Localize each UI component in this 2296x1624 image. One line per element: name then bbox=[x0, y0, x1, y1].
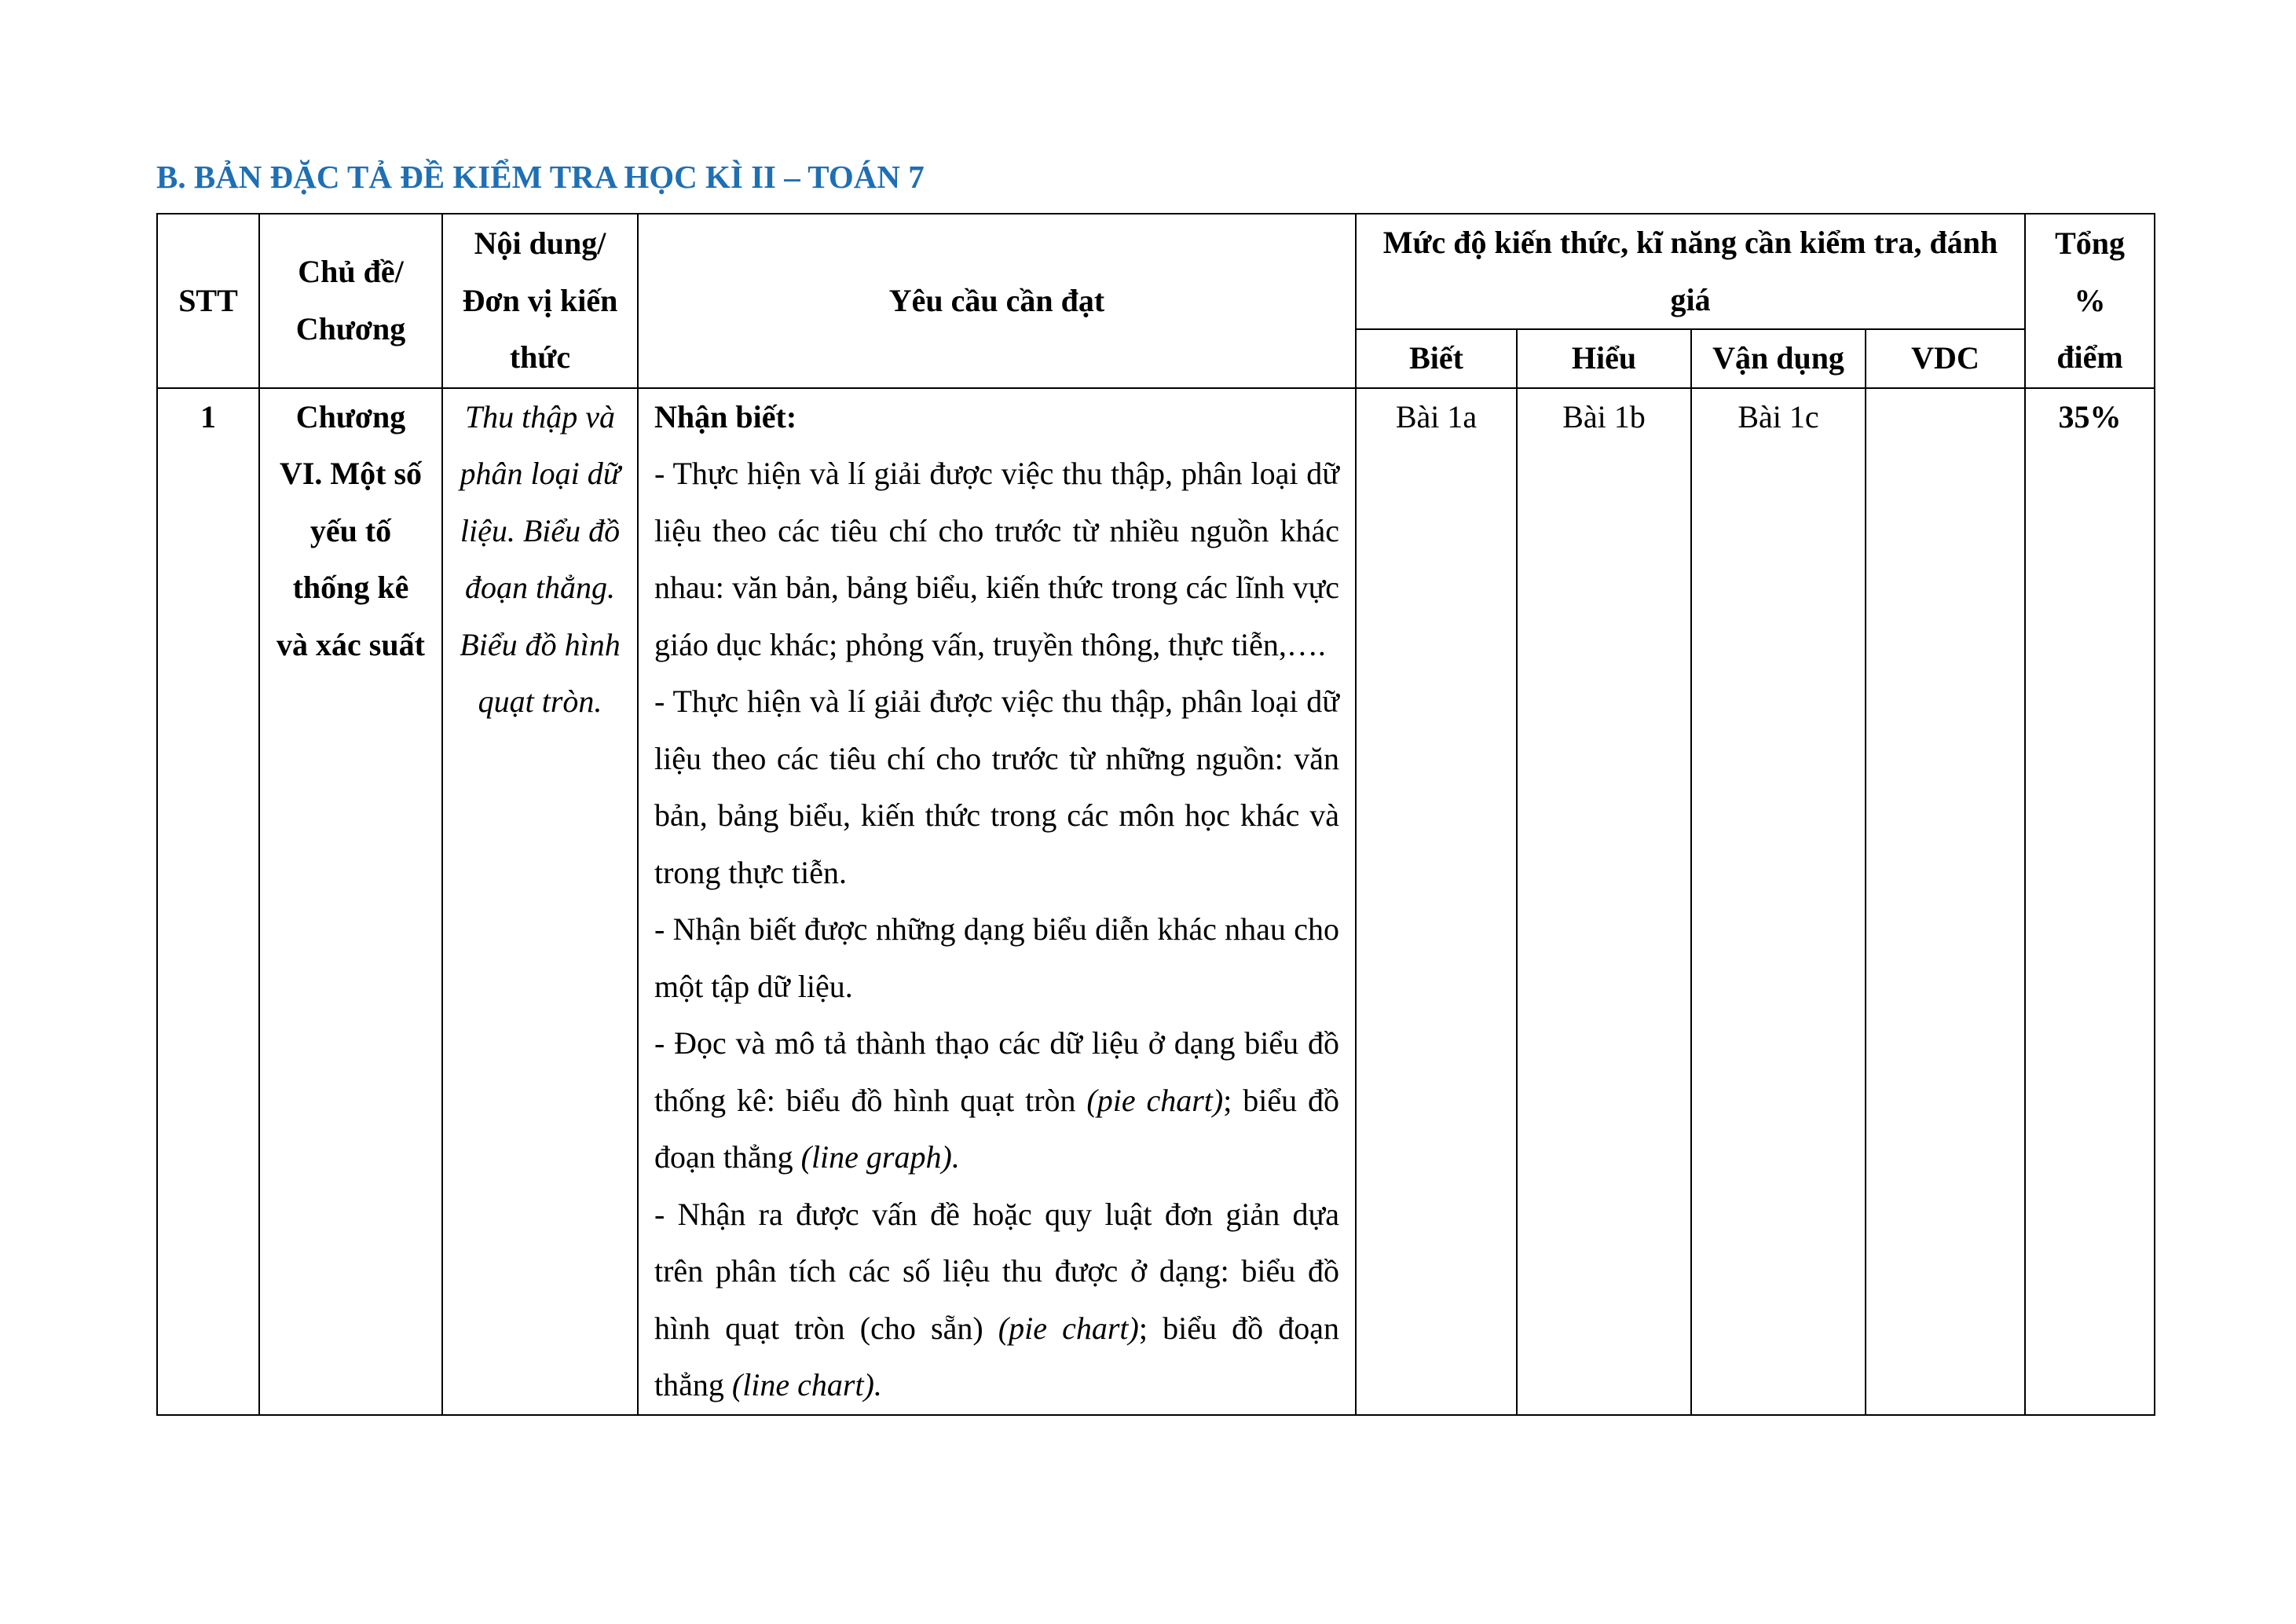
header-content: Nội dung/ Đơn vị kiến thức bbox=[442, 214, 638, 388]
row-requirements bbox=[638, 388, 1356, 1415]
requirement-item: - Thực hiện và lí giải được việc thu thập, phân loại dữ liệu theo các tiêu chí cho trước từ nhiều nguồn khác nhau: văn bản, bảng biểu, kiến thức trong các lĩnh vực giáo dục khác; phỏng vấn, truyền thông, thực tiễn,…. bbox=[654, 456, 1339, 662]
requirement-item: - Thực hiện và lí giải được việc thu thập, phân loại dữ liệu theo các tiêu chí cho trước từ những nguồn: văn bản, bảng biểu, kiến thức trong các môn học khác và trong thực tiễn. bbox=[654, 684, 1339, 890]
requirement-term: (line graph). bbox=[800, 1139, 960, 1175]
row-topic: Chương VI. Một số yếu tố thống kê và xác suất bbox=[259, 388, 442, 1415]
row-total: 35% bbox=[2025, 388, 2155, 1415]
row-level-hieu: Bài 1b bbox=[1517, 388, 1691, 1415]
header-total: Tổng % điểm bbox=[2025, 214, 2155, 388]
header-topic: Chủ đề/ Chương bbox=[259, 214, 442, 388]
requirement-term: (line chart). bbox=[731, 1367, 882, 1402]
row-stt: 1 bbox=[157, 388, 259, 1415]
requirement-term: (pie chart) bbox=[998, 1310, 1139, 1346]
spec-table bbox=[156, 213, 2155, 1416]
requirement-text: - Nhận ra được vấn đề hoặc quy luật đơn giản dựa trên phân tích các số liệu thu được ở dạng: biểu đồ hình quạt tròn (cho sẵn) bbox=[654, 1196, 1339, 1346]
header-level-van-dung: Vận dụng bbox=[1691, 329, 1866, 388]
header-level-hieu: Hiểu bbox=[1517, 329, 1691, 388]
requirement-item bbox=[654, 1186, 1339, 1414]
header-stt: STT bbox=[157, 214, 259, 388]
requirement-term: (pie chart) bbox=[1086, 1082, 1224, 1118]
requirement-text: ; biểu đồ đoạn thẳng bbox=[654, 1082, 1339, 1175]
header-level-biet: Biết bbox=[1356, 329, 1517, 388]
header-level-group: Mức độ kiến thức, kĩ năng cần kiểm tra, đánh giá bbox=[1356, 214, 2025, 329]
row-level-vdc bbox=[1866, 388, 2025, 1415]
table-row bbox=[157, 388, 2155, 1415]
header-level-vdc: VDC bbox=[1866, 329, 2025, 388]
requirement-text: ; biểu đồ đoạn thẳng bbox=[654, 1310, 1339, 1402]
header-requirements: Yêu cầu cần đạt bbox=[638, 214, 1356, 388]
row-level-biet: Bài 1a bbox=[1356, 388, 1517, 1415]
requirement-heading: Nhận biết: bbox=[654, 398, 797, 434]
page-title: B. BẢN ĐẶC TẢ ĐỀ KIỂM TRA HỌC KÌ II – TOÁN 7 bbox=[156, 159, 925, 195]
row-level-van-dung: Bài 1c bbox=[1691, 388, 1866, 1415]
requirement-item: - Nhận biết được những dạng biểu diễn khác nhau cho một tập dữ liệu. bbox=[654, 911, 1339, 1004]
requirement-text: - Đọc và mô tả thành thạo các dữ liệu ở dạng biểu đồ thống kê: biểu đồ hình quạt tròn bbox=[654, 1025, 1339, 1118]
requirement-item bbox=[654, 1015, 1339, 1186]
row-content: Thu thập và phân loại dữ liệu. Biểu đồ đoạn thẳng. Biểu đồ hình quạt tròn. bbox=[442, 388, 638, 1415]
